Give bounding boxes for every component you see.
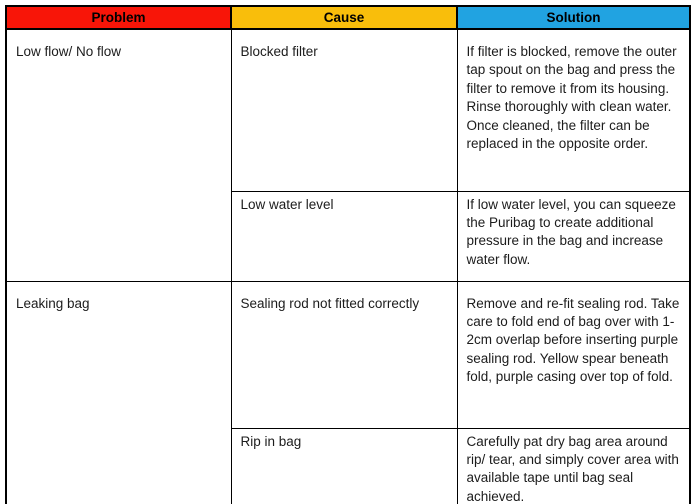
cause-column-header: Cause [231,6,457,29]
solution-cell-rip-in-bag: Carefully pat dry bag area around rip/ tear, and simply cover area with available tape until bag seal achieved. [457,428,690,504]
solution-cell-blocked-filter: If filter is blocked, remove the outer tap spout on the bag and press the filter to remove it from its housing. Rinse thoroughly with clean water. Once cleaned, the filter can be replaced in the opposite order. [457,29,690,191]
cause-cell-sealing-rod: Sealing rod not fitted correctly [231,281,457,428]
troubleshooting-table [5,5,691,504]
cause-cell-low-water-level: Low water level [231,191,457,281]
solution-cell-low-water-level: If low water level, you can squeeze the Puribag to create additional pressure in the bag and increase water flow. [457,191,690,281]
table-row [6,281,690,428]
problem-cell-leaking-bag: Leaking bag [6,281,231,504]
table-row [6,29,690,191]
problem-column-header: Problem [6,6,231,29]
problem-cell-low-flow: Low flow/ No flow [6,29,231,281]
cause-cell-rip-in-bag: Rip in bag [231,428,457,504]
solution-cell-sealing-rod: Remove and re-fit sealing rod. Take care to fold end of bag over with 1-2cm overlap before inserting purple sealing rod. Yellow spear beneath fold, purple casing over top of fold. [457,281,690,428]
header-row [6,6,690,29]
cause-cell-blocked-filter: Blocked filter [231,29,457,191]
solution-column-header: Solution [457,6,690,29]
